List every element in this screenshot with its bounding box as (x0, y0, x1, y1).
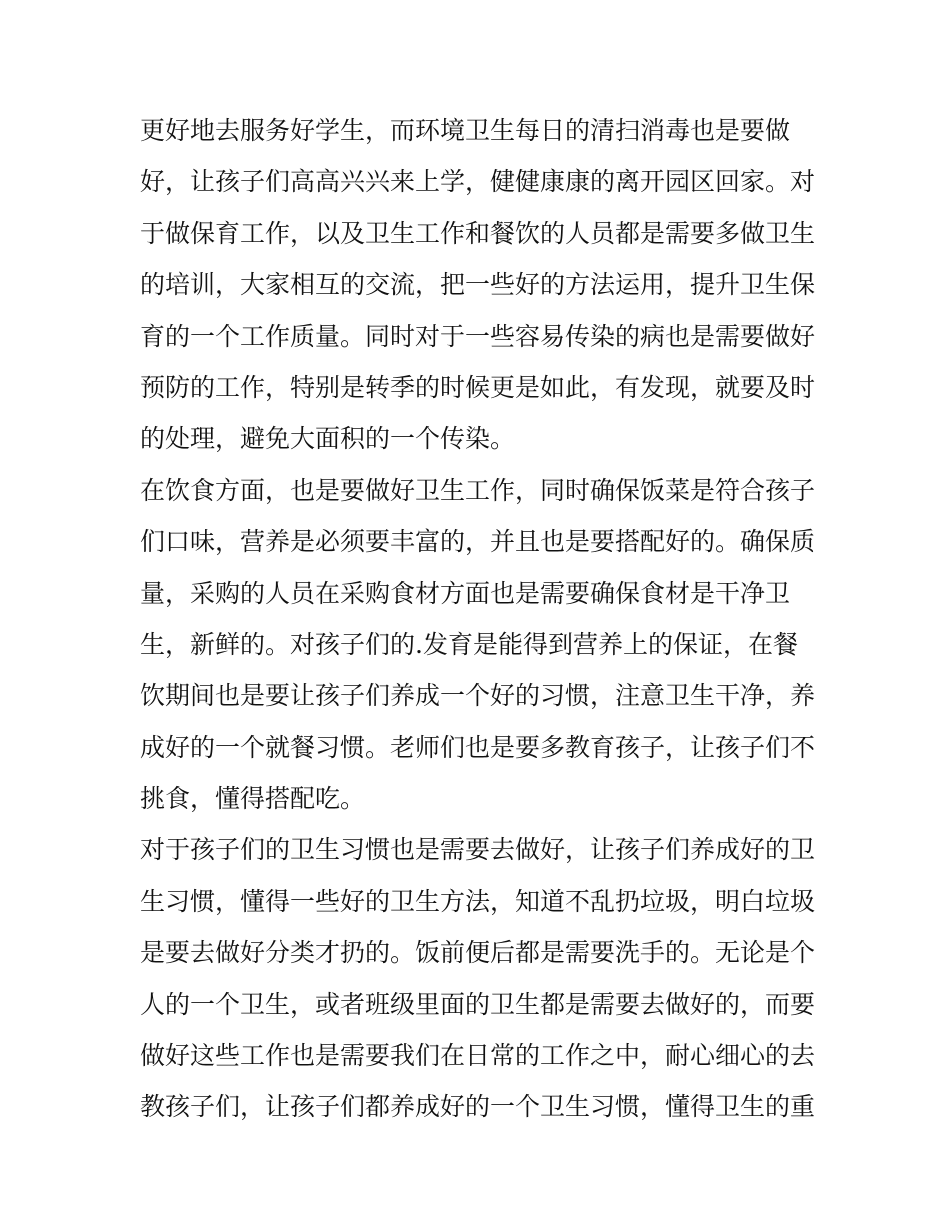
text-line: 生习惯，懂得一些好的卫生方法，知道不乱扔垃圾，明白垃圾 (140, 886, 816, 916)
text-line: 量，采购的人员在采购食材方面也是需要确保食材是干净卫 (140, 578, 791, 608)
text-line: 预防的工作，特别是转季的时候更是如此，有发现，就要及时 (140, 372, 816, 402)
text-line: 更好地去服务好学生，而环境卫生每日的清扫消毒也是要做 (140, 116, 791, 145)
text-line: 在饮食方面，也是要做好卫生工作，同时确保饭菜是符合孩子 (140, 475, 816, 505)
text-line: 的培训，大家相互的交流，把一些好的方法运用，提升卫生保 (140, 270, 816, 300)
text-line: 生，新鲜的。对孩子们的.发育是能得到营养上的保证，在餐 (140, 629, 798, 659)
text-line: 的处理，避免大面积的一个传染。 (140, 424, 516, 454)
text-line: 做好这些工作也是需要我们在日常的工作之中，耐心细心的去 (140, 1041, 816, 1071)
text-line: 们口味，营养是必须要丰富的，并且也是要搭配好的。确保质 (140, 527, 816, 557)
text-line: 于做保育工作，以及卫生工作和餐饮的人员都是需要多做卫生 (140, 218, 816, 248)
text-line: 成好的一个就餐习惯。老师们也是要多教育孩子，让孩子们不 (140, 732, 816, 762)
text-line: 好，让孩子们高高兴兴来上学，健健康康的离开园区回家。对 (140, 167, 816, 197)
text-line: 是要去做好分类才扔的。饭前便后都是需要洗手的。无论是个 (140, 938, 816, 968)
text-line: 人的一个卫生，或者班级里面的卫生都是需要去做好的，而要 (140, 989, 816, 1019)
text-line: 挑食，懂得搭配吃。 (140, 784, 366, 814)
text-line: 教孩子们，让孩子们都养成好的一个卫生习惯，懂得卫生的重 (140, 1092, 816, 1122)
document-body (140, 105, 820, 1133)
text-line: 对于孩子们的卫生习惯也是需要去做好，让孩子们养成好的卫 (140, 835, 816, 865)
text-line: 育的一个工作质量。同时对于一些容易传染的病也是需要做好 (140, 321, 816, 351)
text-line: 饮期间也是要让孩子们养成一个好的习惯，注意卫生干净，养 (140, 681, 816, 711)
